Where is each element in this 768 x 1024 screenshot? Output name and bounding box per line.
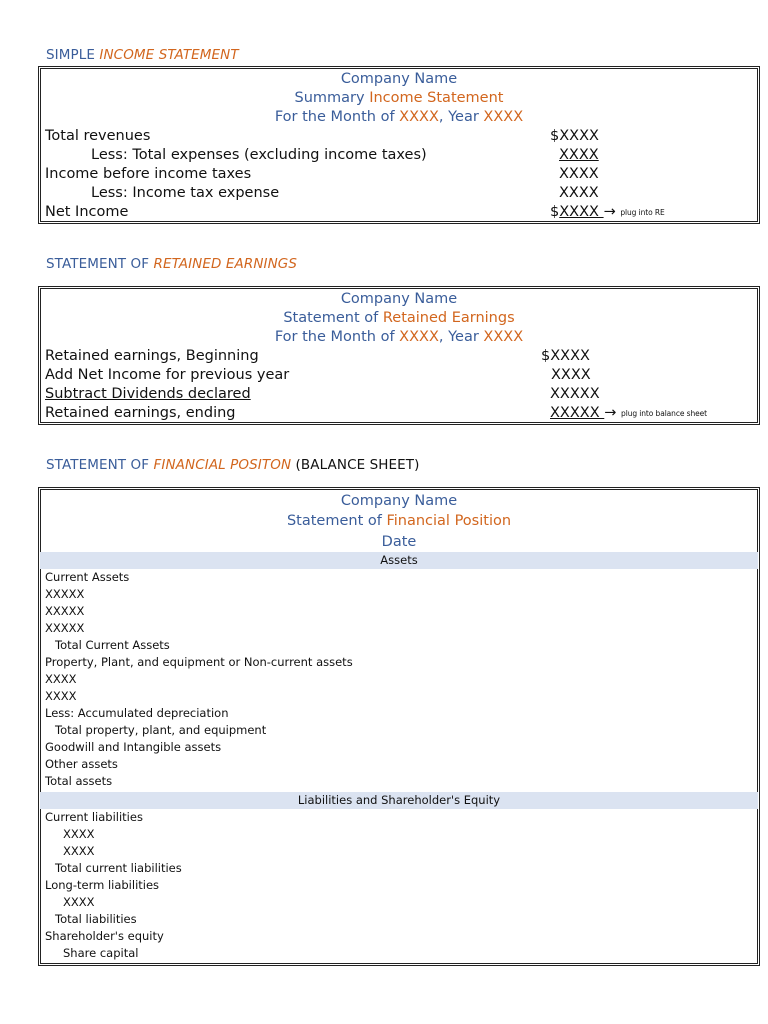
- retained-row-label: Add Net Income for previous year: [45, 367, 290, 383]
- assets-band: Assets: [40, 552, 758, 569]
- arrow-right-icon: →: [603, 204, 616, 220]
- balance-row: Total current liabilities: [55, 861, 182, 875]
- balance-row: Total Current Assets: [55, 638, 170, 652]
- balance-row: Less: Accumulated depreciation: [45, 706, 229, 720]
- balance-sheet-title: STATEMENT OF FINANCIAL POSITON (BALANCE SHEET): [46, 457, 420, 473]
- income-statement-box: [38, 66, 760, 224]
- retained-row-label: Retained earnings, Beginning: [45, 348, 259, 364]
- retained-earnings-title: STATEMENT OF RETAINED EARNINGS: [46, 256, 298, 272]
- income-row-value: $XXXX: [550, 128, 599, 144]
- income-row-label: Less: Total expenses (excluding income taxes): [91, 147, 427, 163]
- retained-row-value: XXXXX: [550, 386, 600, 402]
- income-subtitle: Summary Income Statement: [294, 90, 504, 106]
- retained-row-label: Subtract Dividends declared: [45, 386, 251, 402]
- retained-row-label: Retained earnings, ending: [45, 405, 236, 421]
- retained-row-value: XXXX: [551, 367, 591, 383]
- balance-row: Property, Plant, and equipment or Non-current assets: [45, 655, 353, 669]
- arrow-right-icon: →: [604, 405, 617, 421]
- balance-row: Total liabilities: [55, 912, 137, 926]
- balance-company-name: Company Name: [340, 493, 458, 509]
- balance-row: Long-term liabilities: [45, 878, 160, 892]
- balance-row: Current Assets: [45, 570, 130, 584]
- balance-sheet-box: [38, 487, 760, 966]
- retained-ending-value: XXXXX → plug into balance sheet: [550, 405, 707, 421]
- balance-row: XXXX: [63, 844, 95, 858]
- balance-row: XXXX: [45, 689, 77, 703]
- balance-date: Date: [381, 534, 417, 550]
- balance-row: XXXXX: [45, 621, 85, 635]
- plug-note: plug into RE: [620, 208, 665, 217]
- plug-note: plug into balance sheet: [621, 409, 707, 418]
- retained-row-value: $XXXX: [541, 348, 590, 364]
- income-row-label: Total revenues: [45, 128, 151, 144]
- balance-row: Current liabilities: [45, 810, 143, 824]
- retained-earnings-box: [38, 286, 760, 425]
- income-statement-title: SIMPLE INCOME STATEMENT: [46, 47, 239, 63]
- balance-row: XXXX: [63, 827, 95, 841]
- income-company-name: Company Name: [340, 71, 458, 87]
- balance-row: Shareholder's equity: [45, 929, 164, 943]
- balance-row: XXXXX: [45, 587, 85, 601]
- income-row-label: Net Income: [45, 204, 129, 220]
- retained-period: For the Month of XXXX, Year XXXX: [274, 329, 524, 345]
- income-row-value: XXXX: [559, 147, 599, 163]
- balance-row: Goodwill and Intangible assets: [45, 740, 222, 754]
- balance-row: Other assets: [45, 757, 118, 771]
- balance-row: Total assets: [45, 774, 113, 788]
- income-row-label: Income before income taxes: [45, 166, 252, 182]
- balance-row: XXXX: [45, 672, 77, 686]
- income-period: For the Month of XXXX, Year XXXX: [274, 109, 524, 125]
- net-income-value: $XXXX → plug into RE: [550, 204, 665, 220]
- balance-subtitle: Statement of Financial Position: [286, 513, 512, 529]
- income-row-label: Less: Income tax expense: [91, 185, 280, 201]
- balance-row: Total property, plant, and equipment: [55, 723, 267, 737]
- balance-row: XXXXX: [45, 604, 85, 618]
- income-row-value: XXXX: [559, 166, 599, 182]
- retained-subtitle: Statement of Retained Earnings: [283, 310, 515, 326]
- balance-row: Share capital: [63, 946, 139, 960]
- retained-company-name: Company Name: [340, 291, 458, 307]
- liabilities-equity-band: Liabilities and Shareholder's Equity: [40, 792, 758, 809]
- balance-row: XXXX: [63, 895, 95, 909]
- income-row-value: XXXX: [559, 185, 599, 201]
